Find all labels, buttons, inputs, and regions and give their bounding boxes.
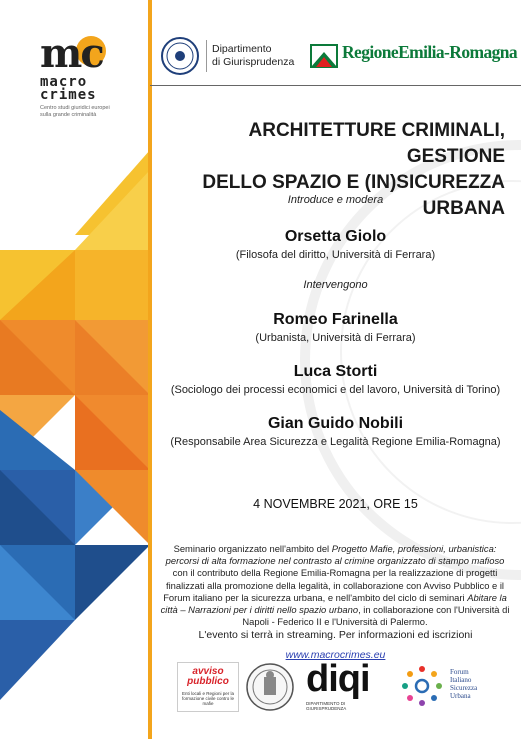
logo-letters: mc <box>40 30 103 77</box>
streaming-note: L'evento si terrà in streaming. Per informazioni ed iscrizioni <box>198 629 473 641</box>
desc-part1: Seminario organizzato nell'ambito del <box>173 543 332 554</box>
avviso-title: avviso pubblico <box>187 666 229 687</box>
logo-tagline: Centro studi giuridici europei sulla grande criminalità <box>40 105 110 118</box>
avviso-pubblico-logo <box>177 662 239 712</box>
speaker-role: (Urbanista, Università di Ferrara) <box>255 332 416 344</box>
intro-label: Introduce e modera <box>287 194 384 206</box>
speaker-role: (Sociologo dei processi economici e del lavoro, Università di Torino) <box>170 384 501 396</box>
dept-line2: di Giurisprudenza <box>212 56 295 68</box>
desc-project: Progetto Mafie, professioni, urbanistica: percorsi di alta formazione nel contrasto al crimine organizzato di stampo mafioso <box>165 543 505 567</box>
fisu-line1: Forum <box>450 668 469 676</box>
logo-line2: crimes <box>40 87 97 103</box>
page-title <box>150 118 505 222</box>
diqi-subtitle: DIPARTIMENTO DI GIURISPRUDENZA <box>306 701 347 711</box>
seal-icon <box>245 662 295 712</box>
moderator-role: (Filosofa del diritto, Università di Ferrara) <box>235 249 436 261</box>
moderator-name: Orsetta Giolo <box>284 228 387 245</box>
avviso-subtitle: Enti locali e Regioni per la formazione civile contro le mafie <box>181 691 235 706</box>
fisu-logo <box>400 662 510 712</box>
logo-mark <box>40 30 140 77</box>
fisu-line4: Urbana <box>450 692 471 700</box>
speakers-label: Intervengono <box>303 279 368 291</box>
desc-cycle: Abitare la città – Narrazioni per i diritti nello spazio urbano <box>160 591 507 616</box>
department-logo <box>160 36 300 78</box>
event-description <box>160 543 510 628</box>
fisu-dots-icon <box>400 664 444 708</box>
dept-line1: Dipartimento <box>212 43 272 55</box>
event-date: 4 NOVEMBRE 2021, ORE 15 <box>253 497 418 511</box>
speaker-name: Gian Guido Nobili <box>267 415 404 432</box>
region-logo <box>310 42 518 70</box>
speaker-role: (Responsabile Area Sicurezza e Legalità Regione Emilia-Romagna) <box>170 436 501 448</box>
desc-part3: , in collaborazione con l'Università di Napoli - Federico II e l'Università di Palermo. <box>242 604 510 628</box>
speaker-name: Luca Storti <box>293 363 378 380</box>
speaker-name: Romeo Farinella <box>273 311 398 328</box>
title-line1: ARCHITETTURE CRIMINALI, GESTIONE <box>248 120 505 167</box>
diqi-mark: diqi <box>306 658 370 700</box>
university-seal-icon <box>160 36 200 76</box>
header-divider <box>150 85 521 86</box>
region-flag-icon <box>310 44 338 68</box>
macrocrimes-logo <box>40 30 140 118</box>
logo-line1: macro <box>40 74 88 90</box>
fisu-line3: Sicurezza <box>450 684 478 692</box>
website-link[interactable]: www.macrocrimes.eu <box>285 649 386 661</box>
region-name: RegioneEmilia-Romagna <box>342 42 518 62</box>
desc-part2: con il contributo della Regione Emilia-Romagna per la realizzazione di progetti finalizzati alla promozione della legalità, in collaborazione con Avviso Pubblico e il Forum italiano per la sicurezza urbana, e nell'ambito del ciclo di seminari <box>163 567 505 603</box>
title-line2: DELLO SPAZIO E (IN)SICUREZZA URBANA <box>202 172 505 219</box>
diqi-logo <box>306 660 386 712</box>
fisu-line2: Italiano <box>450 676 472 684</box>
federico-seal-logo <box>245 662 295 712</box>
